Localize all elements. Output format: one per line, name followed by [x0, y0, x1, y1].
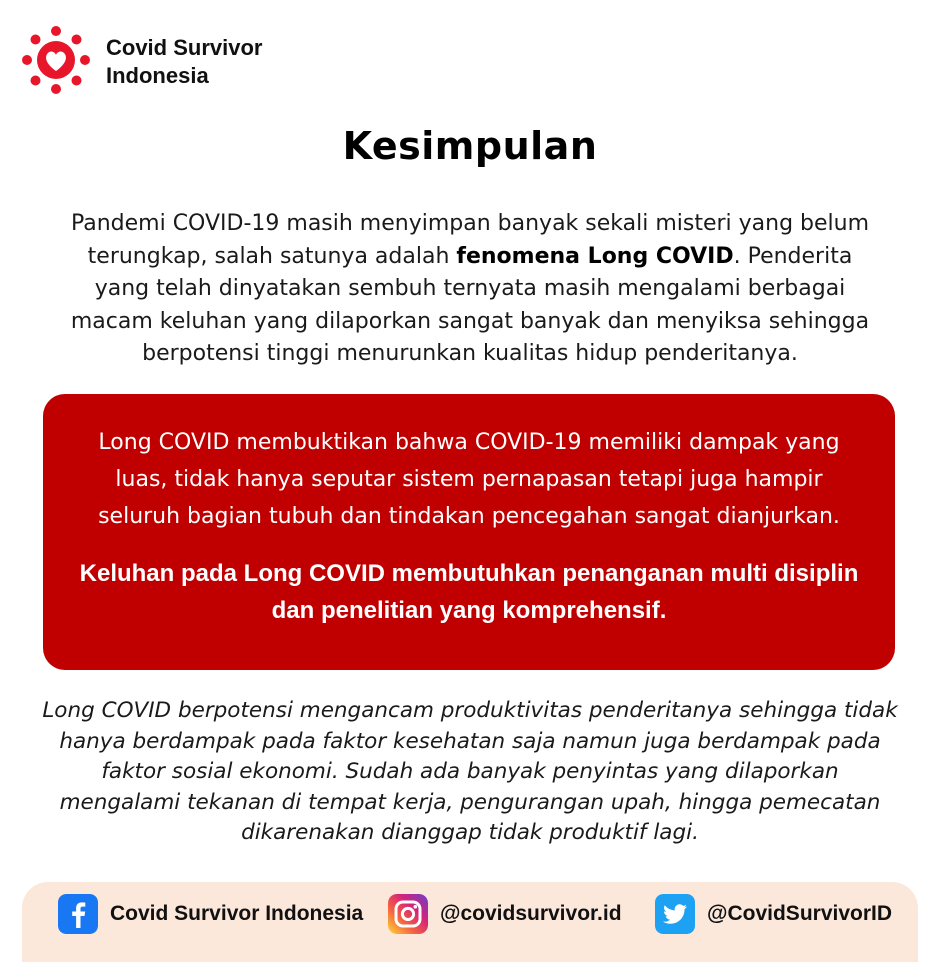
- highlight-box: [43, 394, 895, 670]
- twitter-label: @CovidSurvivorID: [707, 902, 893, 925]
- intro-text-end: . Penderita yang telah dinyatakan sembuh ternyata masih mengalami berbagai macam keluhan yang dilaporkan sangat banyak dan menyiksa sehingga berpotensi tinggi menurunkan kualitas hidup penderitanya.: [70, 243, 870, 366]
- intro-text-start: Pandemi COVID-19 masih menyimpan banyak sekali misteri yang belum terungkap, salah satunya adalah: [70, 211, 870, 269]
- heart-sun-logo-icon: [20, 24, 92, 96]
- intro-emphasis: fenomena Long COVID: [456, 243, 734, 269]
- intro-paragraph: [60, 208, 880, 371]
- brand-name-line2: Indonesia: [106, 63, 209, 88]
- highlight-conclusion: Keluhan pada Long COVID membutuhkan penanganan multi disiplin dan penelitian yang komprehensif.: [79, 560, 859, 624]
- page-title: Kesimpulan: [342, 124, 598, 168]
- instagram-icon: [388, 894, 428, 934]
- instagram-link[interactable]: [388, 893, 622, 935]
- facebook-label: Covid Survivor Indonesia: [110, 902, 364, 925]
- twitter-link[interactable]: [655, 893, 892, 935]
- instagram-label: @covidsurvivor.id: [440, 902, 622, 925]
- facebook-icon: [58, 894, 98, 934]
- brand-name: [106, 34, 262, 90]
- facebook-link[interactable]: [58, 893, 363, 935]
- highlight-statement: Long COVID membuktikan bahwa COVID-19 memiliki dampak yang luas, tidak hanya seputar sistem pernapasan tetapi juga hampir seluruh bagian tubuh dan tindakan pencegahan sangat dianjurkan.: [98, 430, 840, 529]
- brand-name-line1: Covid Survivor: [106, 35, 263, 60]
- closing-paragraph: Long COVID berpotensi mengancam produktivitas penderitanya sehingga tidak hanya berdampak pada faktor kesehatan saja namun juga berdampak pada faktor sosial ekonomi. Sudah ada banyak penyintas yang dilaporkan mengalami tekanan di tempat kerja, pengurangan upah, hingga pemecatan dikarenakan dianggap tidak produktif lagi.: [42, 698, 898, 845]
- twitter-icon: [655, 894, 695, 934]
